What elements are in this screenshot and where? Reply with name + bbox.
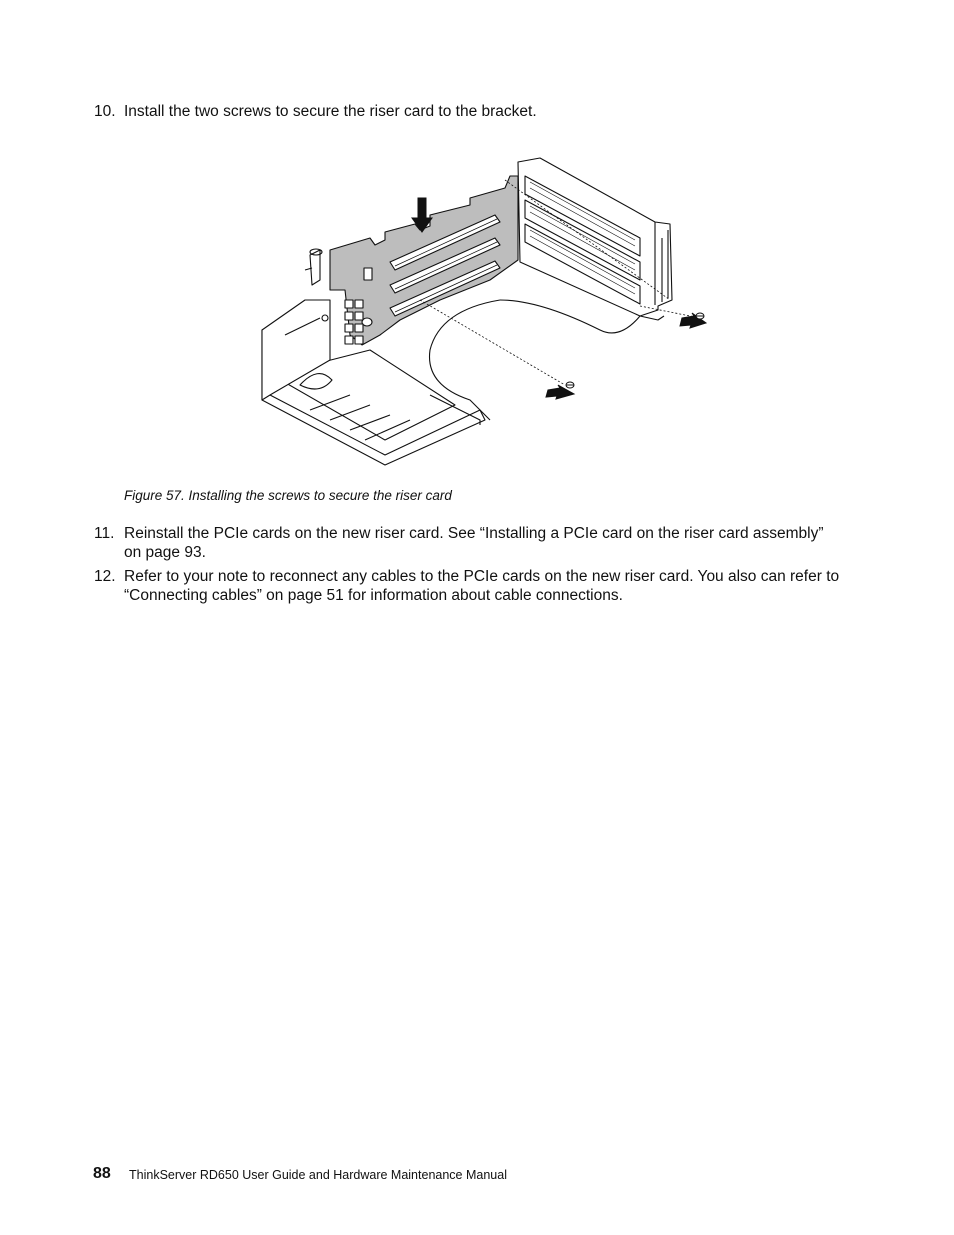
step-text: Install the two screws to secure the riser card to the bracket. xyxy=(124,103,537,120)
step-12 xyxy=(94,567,854,607)
step-text-line-1: Refer to your note to reconnect any cables to the PCIe cards on the new riser card. You also can refer to xyxy=(124,568,840,585)
step-text xyxy=(124,567,854,605)
step-11 xyxy=(94,524,854,564)
footer-title: ThinkServer RD650 User Guide and Hardware Maintenance Manual xyxy=(129,1168,507,1182)
step-number: 10. xyxy=(94,103,116,120)
riser-card-illustration xyxy=(255,150,725,470)
figure-caption: Figure 57. Installing the screws to secure the riser card xyxy=(124,488,452,503)
step-text-line-1: Reinstall the PCIe cards on the new riser card. See “Installing a PCIe card on the riser card assembly” xyxy=(124,525,824,542)
step-text-line-2: “Connecting cables” on page 51 for information about cable connections. xyxy=(124,587,623,604)
step-number: 12. xyxy=(94,568,116,585)
step-number: 11. xyxy=(94,525,115,542)
step-text-line-2: on page 93. xyxy=(124,544,206,561)
step-text xyxy=(124,524,854,562)
page-number: 88 xyxy=(93,1165,111,1182)
step-10 xyxy=(94,102,854,122)
